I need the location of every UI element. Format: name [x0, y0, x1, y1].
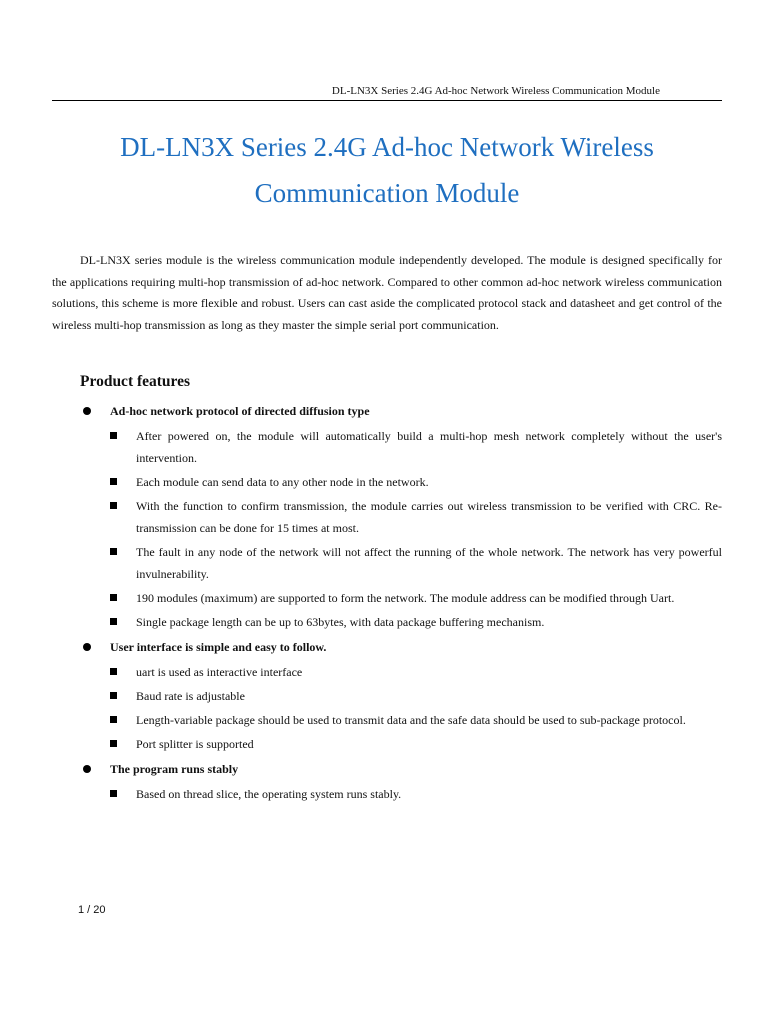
list-item: [80, 783, 722, 805]
list-item-text: uart is used as interactive interface: [136, 665, 303, 679]
list-item-text: Single package length can be up to 63bytes, with data package buffering mechanism.: [136, 615, 545, 629]
feature-title: [80, 759, 722, 779]
page-number: 1 / 20: [78, 904, 106, 916]
intro-paragraph: DL-LN3X series module is the wireless communication module independently developed. The module is designed specifically for the applications requiring multi-hop transmission of ad-hoc network. Compared to other common ad-hoc network wireless communication solutions, this scheme is more flexible and robust. Users can cast aside the complicated protocol stack and datasheet and get control of the wireless multi-hop transmission as long as they master the simple serial port communication.: [52, 253, 722, 332]
list-item: [80, 495, 722, 539]
bullet-dot-icon: [83, 407, 91, 415]
feature-items: [80, 661, 722, 755]
list-item: [80, 709, 722, 731]
feature-group: [80, 637, 722, 755]
list-item: [80, 541, 722, 585]
section-heading: Product features: [80, 373, 191, 390]
bullet-dot-icon: [83, 765, 91, 773]
features-list: [80, 401, 722, 809]
square-bullet-icon: [110, 548, 117, 555]
feature-items: [80, 783, 722, 805]
list-item-text: Each module can send data to any other node in the network.: [136, 475, 429, 489]
square-bullet-icon: [110, 478, 117, 485]
square-bullet-icon: [110, 740, 117, 747]
square-bullet-icon: [110, 594, 117, 601]
square-bullet-icon: [110, 790, 117, 797]
feature-items: [80, 425, 722, 633]
list-item-text: Based on thread slice, the operating system runs stably.: [136, 787, 402, 801]
feature-group: [80, 759, 722, 805]
list-item: [80, 425, 722, 469]
running-header: DL-LN3X Series 2.4G Ad-hoc Network Wireless Communication Module: [52, 84, 722, 101]
list-item: [80, 685, 722, 707]
feature-title-text: Ad-hoc network protocol of directed diffusion type: [110, 404, 370, 418]
square-bullet-icon: [110, 692, 117, 699]
square-bullet-icon: [110, 502, 117, 509]
feature-title: [80, 637, 722, 657]
list-item-text: Port splitter is supported: [136, 737, 254, 751]
page-title: [52, 124, 722, 216]
square-bullet-icon: [110, 716, 117, 723]
feature-title: [80, 401, 722, 421]
list-item-text: 190 modules (maximum) are supported to form the network. The module address can be modified through Uart.: [136, 591, 675, 605]
feature-title-text: The program runs stably: [110, 762, 239, 776]
title-line-2: Communication Module: [254, 178, 520, 208]
list-item-text: With the function to confirm transmission, the module carries out wireless transmission to be verified with CRC. Re-transmission can be done for 15 times at most.: [136, 499, 722, 535]
square-bullet-icon: [110, 668, 117, 675]
square-bullet-icon: [110, 618, 117, 625]
square-bullet-icon: [110, 432, 117, 439]
list-item-text: The fault in any node of the network will not affect the running of the whole network. The network has very powerful invulnerability.: [136, 545, 722, 581]
list-item: [80, 611, 722, 633]
list-item: [80, 661, 722, 683]
list-item: [80, 471, 722, 493]
list-item: [80, 733, 722, 755]
list-item-text: After powered on, the module will automatically build a multi-hop mesh network completely without the user's intervention.: [136, 429, 722, 465]
feature-group: [80, 401, 722, 633]
list-item-text: Baud rate is adjustable: [136, 689, 245, 703]
feature-title-text: User interface is simple and easy to follow.: [110, 640, 327, 654]
list-item: [80, 587, 722, 609]
bullet-dot-icon: [83, 643, 91, 651]
list-item-text: Length-variable package should be used to transmit data and the safe data should be used to sub-package protocol.: [136, 713, 686, 727]
title-line-1: DL-LN3X Series 2.4G Ad-hoc Network Wireless: [120, 132, 654, 162]
